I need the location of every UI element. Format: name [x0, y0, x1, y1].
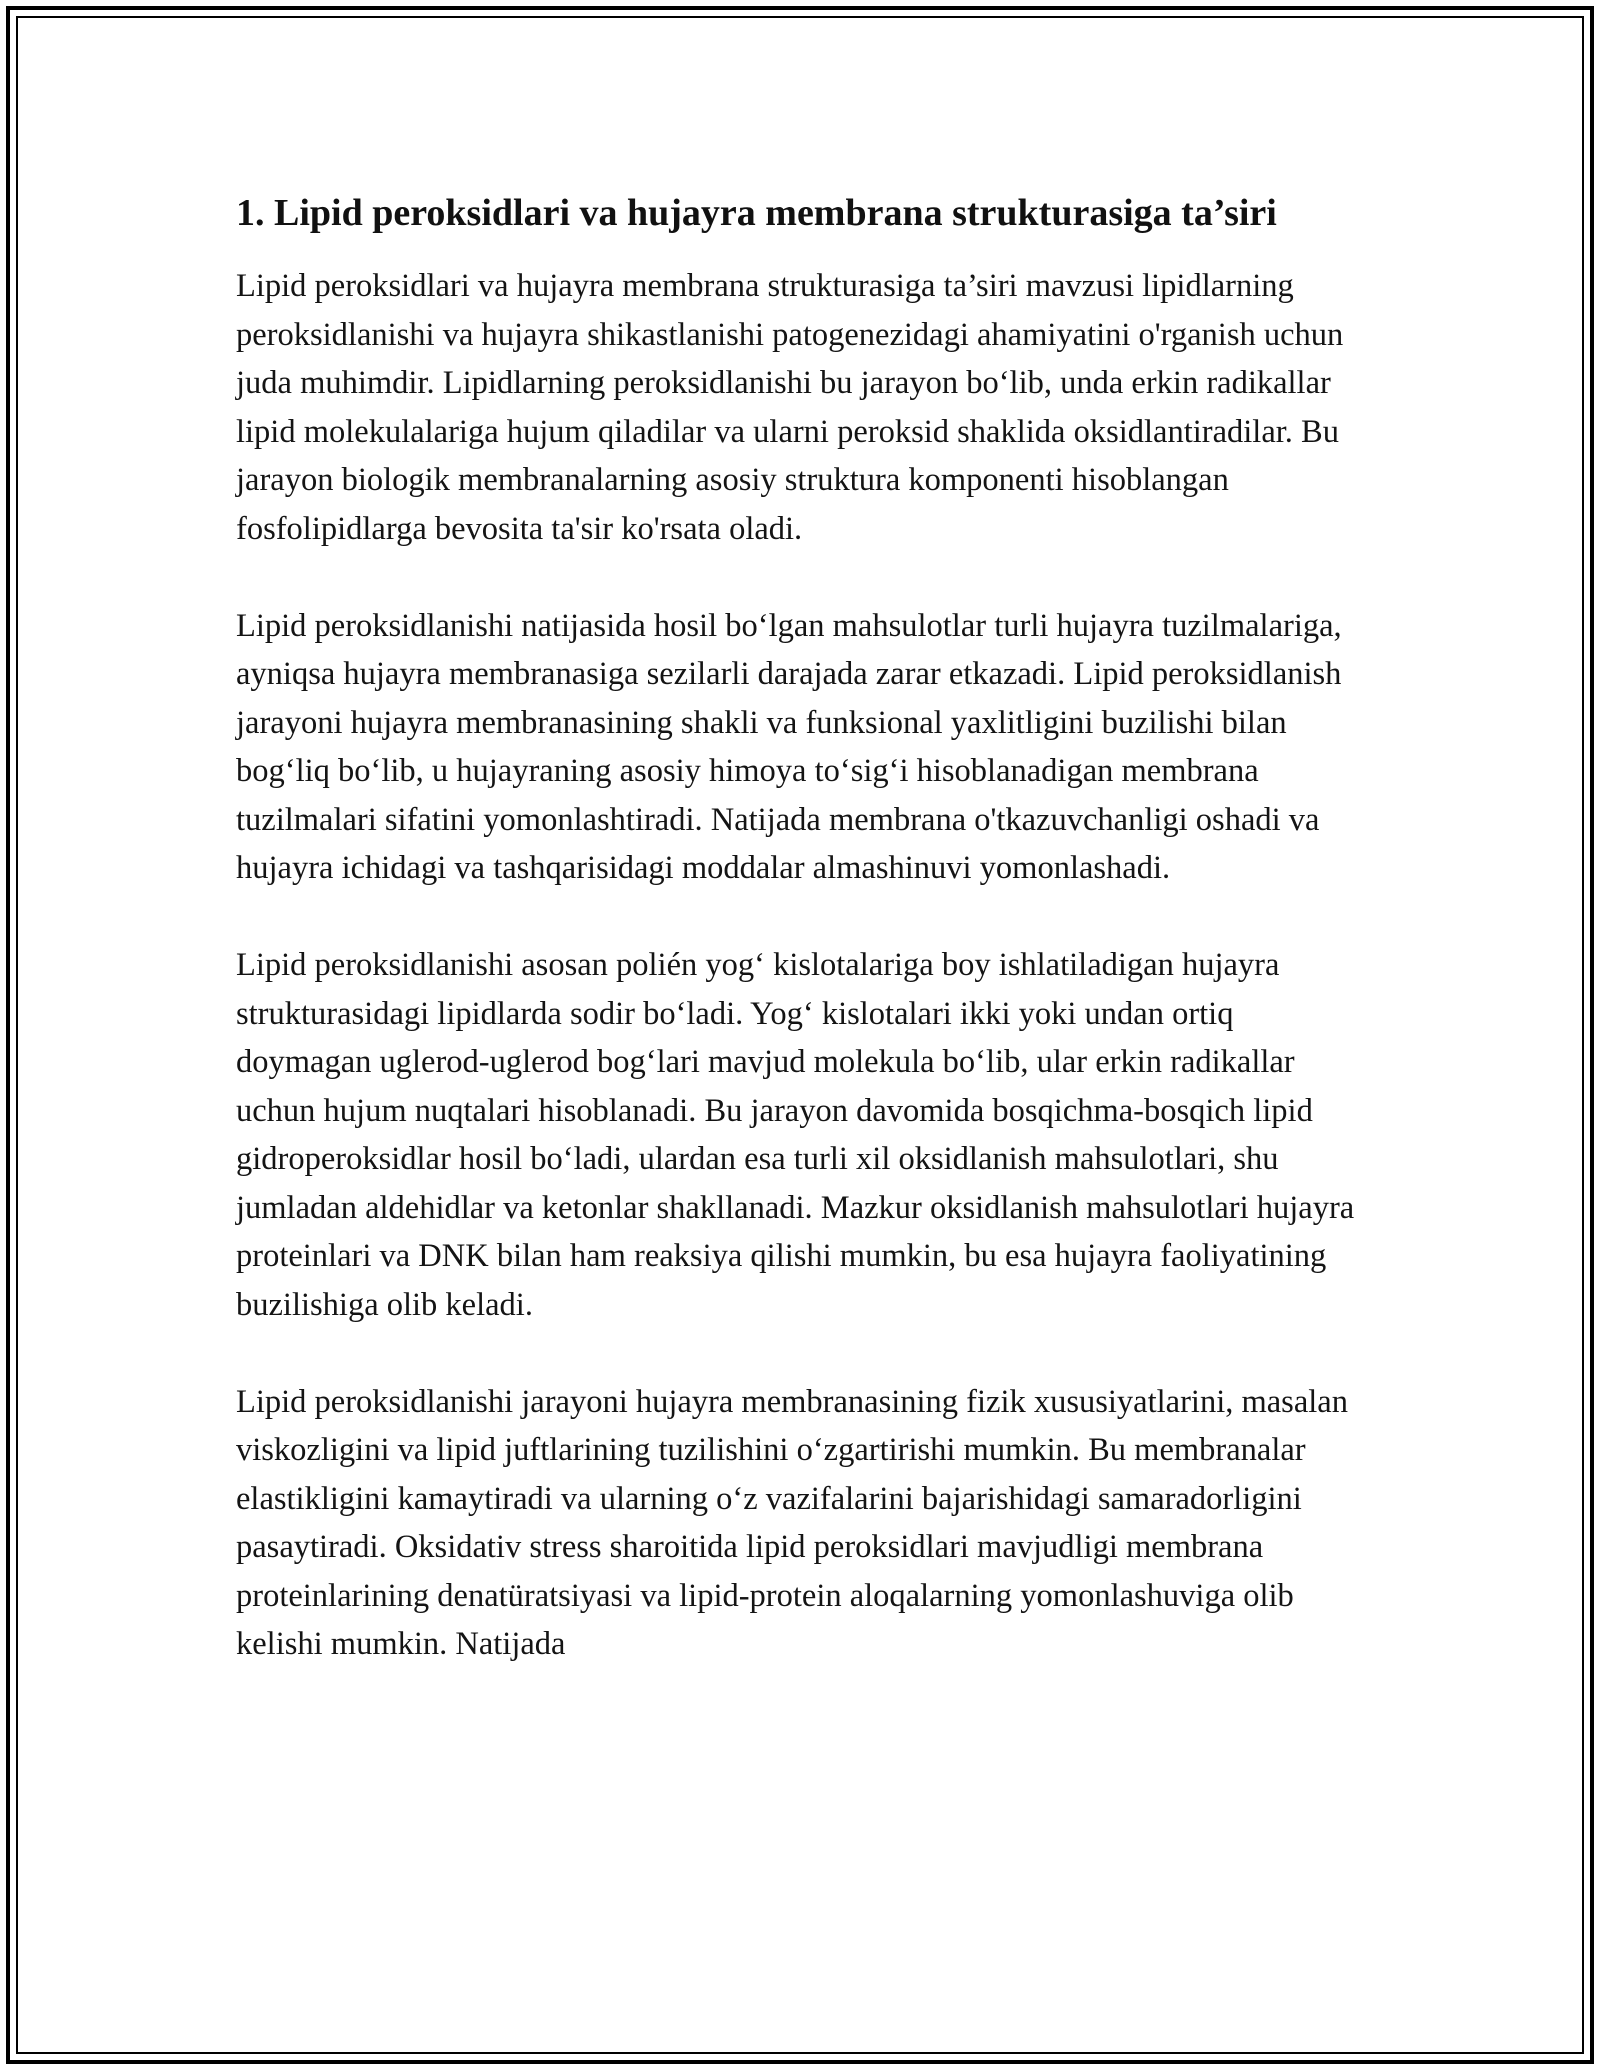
paragraph-3: Lipid peroksidlanishi asosan polién yog‘ kislotalariga boy ishlatiladigan hujayra strukturasidagi lipidlarda sodir bo‘ladi. Yog‘ kislotalari ikki yoki undan ortiq doymagan uglerod-uglerod bog‘lari mavjud molekula bo‘lib, ular erkin radikallar uchun hujum nuqtalari hisoblanadi. Bu jarayon davomida bosqichma-bosqich lipid gidroperoksidlar hosil bo‘ladi, ulardan esa turli xil oksidlanish mahsulotlari, shu jumladan aldehidlar va ketonlar shakllanadi. Mazkur oksidlanish mahsulotlari hujayra proteinlari va DNK bilan ham reaksiya qilishi mumkin, bu esa hujayra faoliyatining buzilishiga olib keladi. [236, 947, 1355, 1323]
paragraph-1: Lipid peroksidlari va hujayra membrana strukturasiga ta’siri mavzusi lipidlarning peroksidlanishi va hujayra shikastlanishi patogenezidagi ahamiyatini o'rganish uchun juda muhimdir. Lipidlarning peroksidlanishi bu jarayon bo‘lib, unda erkin radikallar lipid molekulalariga hujum qiladilar va ularni peroksid shaklida oksidlantiradilar. Bu jarayon biologik membranalarning asosiy struktura komponenti hisoblangan fosfolipidlarga bevosita ta'sir ko'rsata oladi. [236, 268, 1344, 547]
paragraph-2: Lipid peroksidlanishi natijasida hosil bo‘lgan mahsulotlar turli hujayra tuzilmalariga, ayniqsa hujayra membranasiga sezilarli darajada zarar etkazadi. Lipid peroksidlanish jarayoni hujayra membranasining shakli va funksional yaxlitligini buzilishi bilan bog‘liq bo‘lib, u hujayraning asosiy himoya to‘sig‘i hisoblanadigan membrana tuzilmalari sifatini yomonlashtiradi. Natijada membrana o'tkazuvchanligi oshadi va hujayra ichidagi va tashqarisidagi moddalar almashinuvi yomonlashadi. [236, 607, 1342, 886]
section-heading: 1. Lipid peroksidlari va hujayra membrana strukturasiga ta’siri [236, 192, 1277, 234]
document-body [236, 186, 1366, 1717]
paragraph-4: Lipid peroksidlanishi jarayoni hujayra membranasining fizik xususiyatlarini, masalan viskozligini va lipid juftlarining tuzilishini o‘zgartirishi mumkin. Bu membranalar elastikligini kamaytiradi va ularning o‘z vazifalarini bajarishidagi samaradorligini pasaytiradi. Oksidativ stress sharoitida lipid peroksidlari mavjudligi membrana proteinlarining denatüratsiyasi va lipid-protein aloqalarning yomonlashuviga olib kelishi mumkin. Natijada [236, 1383, 1348, 1662]
